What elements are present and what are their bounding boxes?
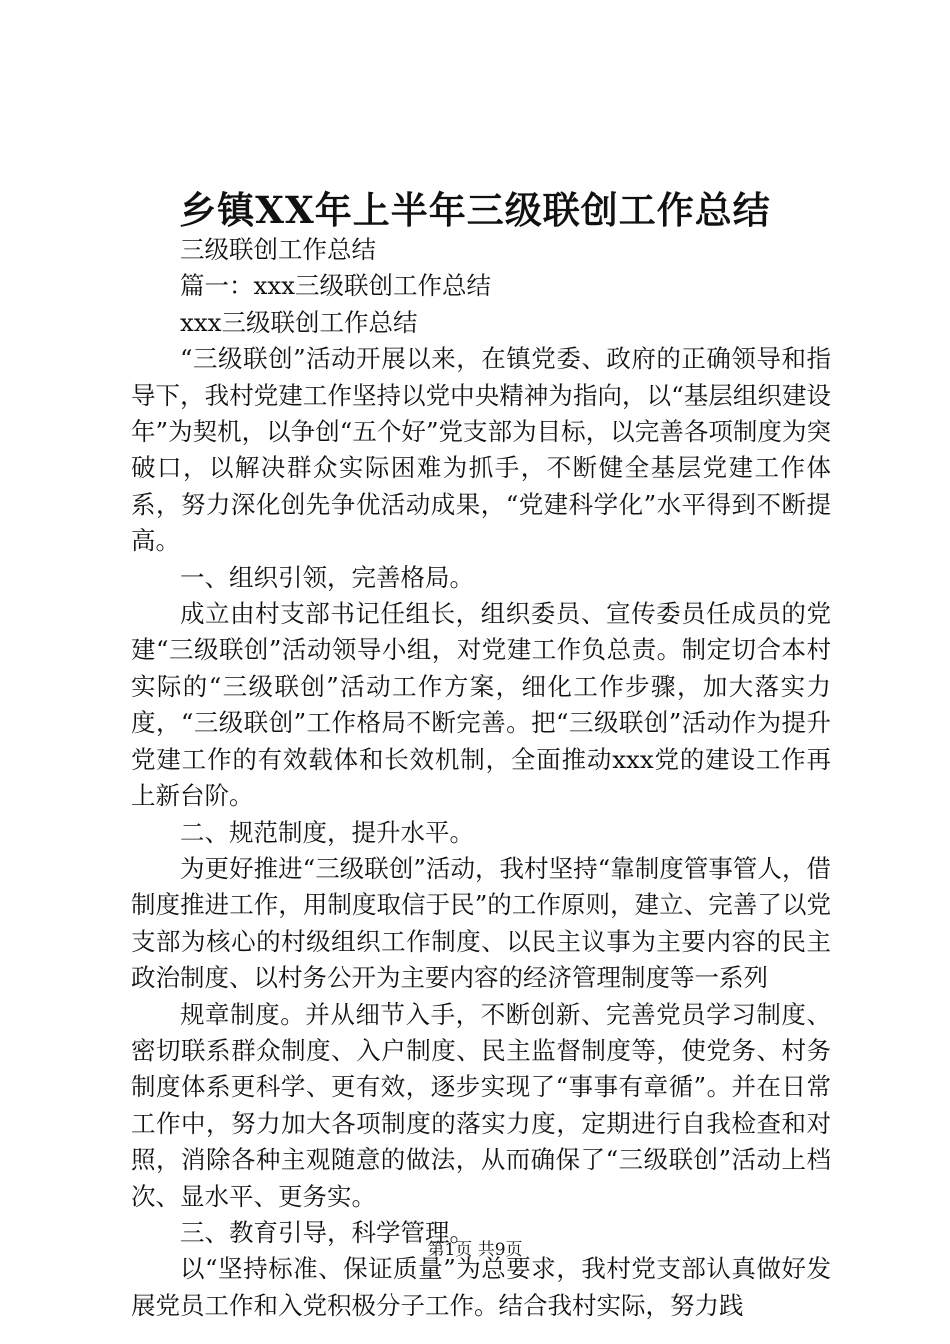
- section-heading: 二、规范制度，提升水平。: [180, 817, 474, 847]
- paragraph: 三级联创工作总结: [180, 235, 376, 264]
- section-heading: 一、组织引领，完善格局。: [180, 562, 474, 592]
- page-number-label: 第1页 共9页: [427, 1240, 523, 1260]
- page-footer: [0, 1238, 950, 1262]
- paragraph: 为更好推进“三级联创”活动，我村坚持“靠制度管事管人，借制度推进工作，用制度取信于民”的工作原则，建立、完善了以党支部为核心的村级组织工作制度、以民主议事为主要内容的民主政治制度、以村务公开为主要内容的经济管理制度等一系列: [131, 853, 831, 993]
- section-heading: 三、教育引导，科学管理。: [180, 1217, 474, 1247]
- paragraph: 篇一：xxx三级联创工作总结: [180, 271, 491, 301]
- paragraph: 以“坚持标准、保证质量”为总要求，我村党支部认真做好发展党员工作和入党积极分子工作。结合我村实际，努力践: [131, 1254, 831, 1320]
- document-title: 乡镇XX年上半年三级联创工作总结: [179, 188, 771, 232]
- document-body: [131, 232, 831, 1324]
- paragraph: xxx三级联创工作总结: [180, 307, 418, 337]
- paragraph: 成立由村支部书记任组长，组织委员、宣传委员任成员的党建“三级联创”活动领导小组，对党建工作负总责。制定切合本村实际的“三级联创”活动工作方案，细化工作步骤，加大落实力度，“三级联创”工作格局不断完善。把“三级联创”活动作为提升党建工作的有效载体和长效机制，全面推动xxx党的建设工作再上新台阶。: [131, 599, 831, 811]
- paragraph: “三级联创”活动开展以来，在镇党委、政府的正确领导和指导下，我村党建工作坚持以党中央精神为指向，以“基层组织建设年”为契机，以争创“五个好”党支部为目标，以完善各项制度为突破口，以解决群众实际困难为抓手，不断健全基层党建工作体系，努力深化创先争优活动成果，“党建科学化”水平得到不断提高。: [131, 344, 831, 556]
- paragraph: 规章制度。并从细节入手，不断创新、完善党员学习制度、密切联系群众制度、入户制度、民主监督制度等，使党务、村务制度体系更科学、更有效，逐步实现了“事事有章循”。并在日常工作中，努力加大各项制度的落实力度，定期进行自我检查和对照，消除各种主观随意的做法，从而确保了“三级联创”活动上档次、显水平、更务实。: [131, 999, 831, 1211]
